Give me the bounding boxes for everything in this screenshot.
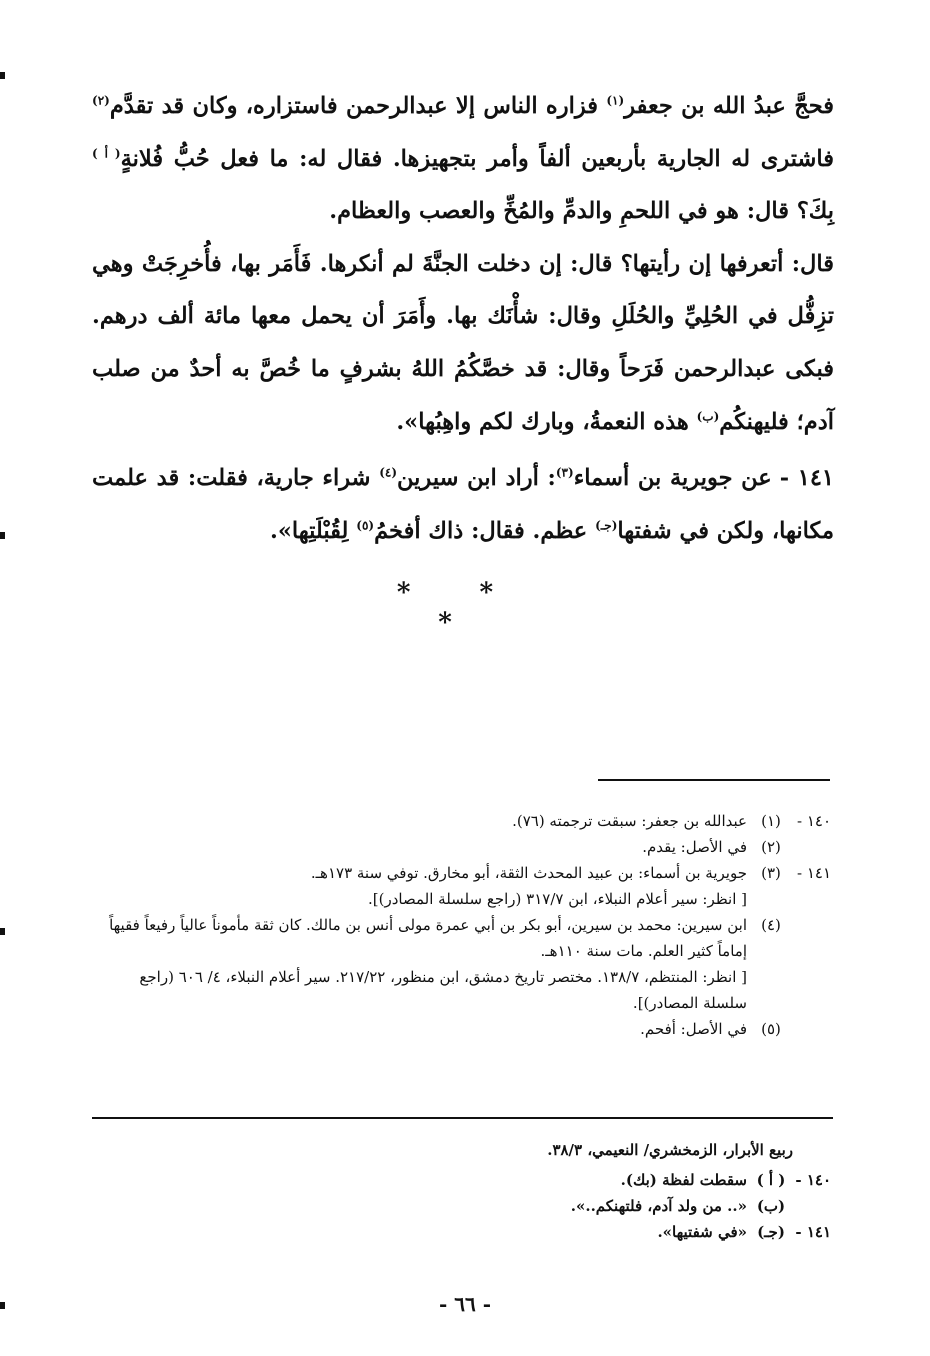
footnote-ref: (٢) [761,838,781,856]
variants-divider [92,1117,833,1119]
text: عن جويرية بن أسماء [573,465,772,492]
text: عظم. فقال: ذاك أفخمُ [374,517,596,544]
text: قال: أتعرفها إن رأيتها؟ قال: إن دخلت الجنَّةَ لم أنكرها. فَأَمَر بها، فأُخرِجَتْ وهي تزِفُّل في الحُلِيِّ والحُلَلِ وقال: شأْنَك بها. وأَمَرَ أن يحمل معها مائة ألف درهم. فبكى عبدالرحمن فَرَحاً وقال: قد خصَّكُمُ اللهُ بشرفٍ ما خُصَّ به أحدٌ من صلب آدم؛ فليهنكُم [92,250,834,435]
text: فاشترى له الجارية بأربعين ألفاً وأمر بتجهيزها. فقال له: ما فعل حُبُّ فُلانةٍ [120,145,835,172]
variant-ref: ( أ ) [92,146,121,161]
footnote-item-number: ١٤٠ - [796,812,831,830]
footnotes [95,808,831,1042]
paragraph-2 [92,238,834,448]
variant-text: «.. من ولد آدم، فلتهنكم..». [570,1197,747,1215]
variant-note [95,1193,831,1219]
footnote [95,964,831,1016]
text: هذه النعمةُ، وبارك لكم واهِبُها». [396,408,697,435]
text: : أراد ابن سيرين [397,465,556,492]
footnote-ref: (٤) [379,465,398,480]
footnote-text: في الأصل: يقدم. [642,838,747,856]
margin-mark [0,532,5,539]
footnote [95,860,831,886]
footnote [95,1016,831,1042]
margin-mark [0,928,5,935]
text: لِقُبْلَتِها». [270,517,357,544]
margin-mark [0,72,5,79]
footnote [95,834,831,860]
variant-item-number: ١٤١ - [795,1223,831,1241]
footnote-text: جويرية بن أسماء: بن عبيد المحدث الثقة، أبو مخارق. توفي سنة ١٧٣هـ. [310,864,747,882]
variant-ref: (ب) [756,1197,786,1215]
footnote-text: [ انظر: سير أعلام النبلاء، ابن ٣١٧/٧ (راجع سلسلة المصادر)]. [368,890,747,908]
variant-note [95,1219,831,1245]
text: شراء جارية، فقلت: قد علمت مكانها، ولكن في شفتها [92,465,834,544]
variant-text: «في شفتيها». [657,1223,747,1241]
variant-ref: (ب) [696,409,720,424]
footnote-text: في الأصل: أفحم. [640,1020,747,1038]
footnote-ref: (١) [606,93,625,108]
footnote [95,808,831,834]
variant-ref: (جـ) [757,1223,785,1241]
footnote [95,886,831,912]
paragraph-1 [92,80,834,238]
item-141 [92,452,834,557]
variant-text: سقطت لفظة (بك). [620,1171,747,1189]
variant-notes [95,1137,831,1245]
variant-ref: ( أ ) [756,1171,786,1189]
item-number: ١٤١ - [779,465,835,492]
variant-note [95,1167,831,1193]
main-text [92,80,834,557]
text: بِكَ؟ قال: هو في اللحمِ والدمِّ والمُخِّ والعصب والعظام. [329,198,834,225]
footnote-ref: (٤) [761,916,781,934]
footnote-divider [598,779,830,781]
footnote-ref: (٢) [92,93,110,108]
footnote-text: عبدالله بن جعفر: سبقت ترجمته (٧٦). [512,812,747,830]
footnote-item-number: ١٤١ - [796,864,831,882]
variant-source: ربيع الأبرار، الزمخشري/ النعيمي، ٣٨/٣. [547,1141,793,1159]
footnote-ref: (٣) [761,864,781,882]
footnote-text: [ انظر: المنتظم، ١٣٨/٧. مختصر تاريخ دمشق، ابن منظور، ٢١٧/٢٢. سير أعلام النبلاء، ٤/ ٦٠٦ (راجع سلسلة المصادر)]. [139,968,747,1012]
text: فزاره الناس إلا عبدالرحمن فاستزاره، وكان قد تقدَّم [109,93,607,119]
text: فحجَّ عبدُ الله بن جعفر [624,93,834,119]
section-separator: * * * [396,578,524,638]
footnote [95,912,831,964]
footnote-text: ابن سيرين: محمد بن سيرين، أبو بكر بن أبي عمرة مولى أنس بن مالك. كان ثقة مأموناً عالياً رفيعاً فقيهاً إماماً كثير العلم. مات سنة ١١٠هـ. [109,916,747,960]
footnote-ref: (١) [761,812,781,830]
variant-ref: (جـ) [595,518,618,533]
variant-item-number: ١٤٠ - [795,1171,831,1189]
footnote-ref: (٥) [761,1020,781,1038]
footnote-ref: (٣) [555,465,574,480]
footnote-ref: (٥) [356,518,375,533]
page-number: - ٦٦ - [438,1292,491,1316]
